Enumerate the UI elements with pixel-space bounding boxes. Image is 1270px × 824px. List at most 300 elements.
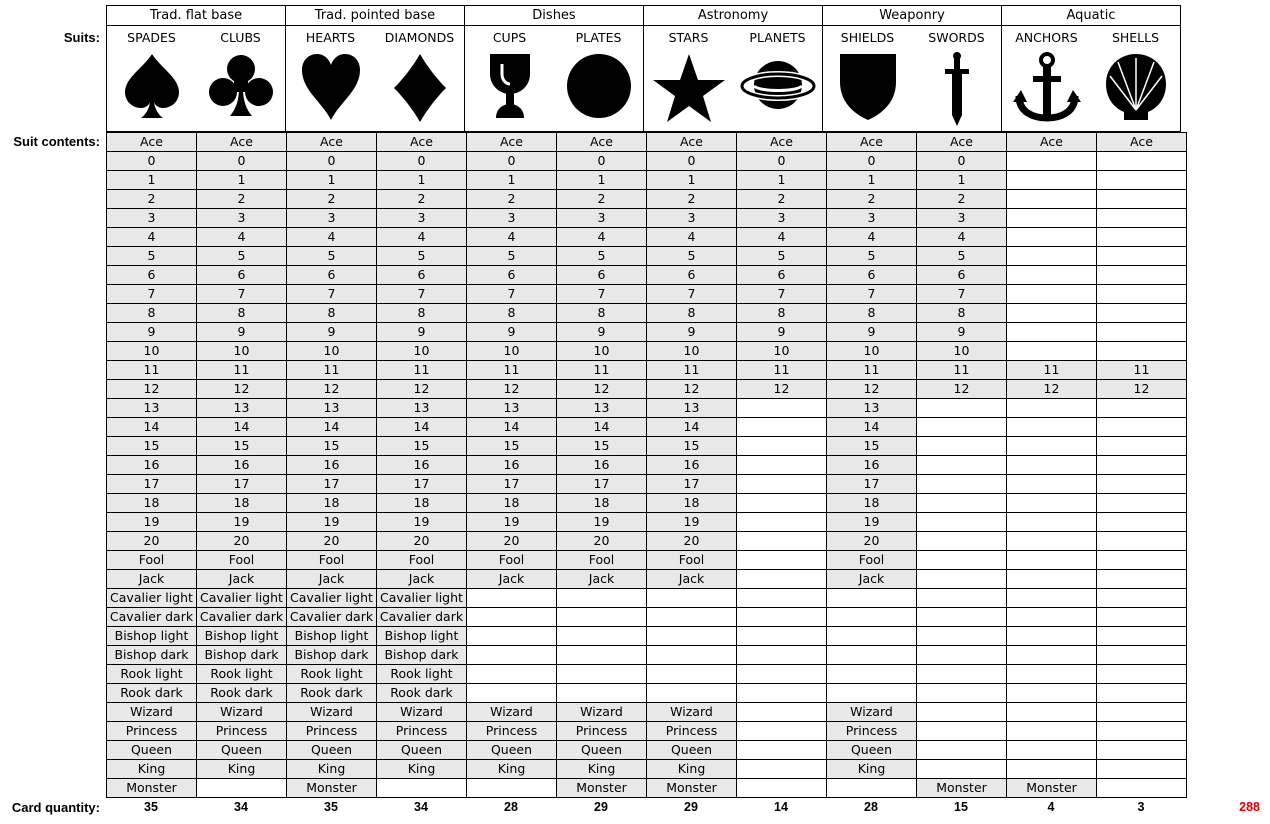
table-cell: [1007, 722, 1097, 741]
table-cell: 0: [737, 152, 827, 171]
table-cell: [1097, 779, 1187, 798]
table-cell: Monster: [557, 779, 647, 798]
table-cell: 20: [287, 532, 377, 551]
table-cell: 8: [197, 304, 287, 323]
table-cell: Ace: [827, 133, 917, 152]
suit-contents-label: Suit contents:: [13, 134, 100, 149]
card-quantity-row: [106, 800, 1186, 814]
table-cell: Fool: [107, 551, 197, 570]
table-cell: 19: [647, 513, 737, 532]
table-cell: Fool: [647, 551, 737, 570]
table-cell: 6: [917, 266, 1007, 285]
suit-cell: [912, 26, 1001, 131]
table-cell: 12: [827, 380, 917, 399]
table-cell: 8: [107, 304, 197, 323]
suit-name: HEARTS: [305, 30, 356, 45]
shield-icon: [838, 46, 898, 126]
table-cell: [827, 684, 917, 703]
diamond-icon: [392, 46, 448, 128]
table-cell: [647, 627, 737, 646]
suit-name: SHIELDS: [840, 30, 895, 45]
table-cell: [1007, 570, 1097, 589]
table-cell: 7: [107, 285, 197, 304]
table-cell: [917, 703, 1007, 722]
table-cell: [917, 760, 1007, 779]
table-cell: 7: [287, 285, 377, 304]
table-cell: 6: [827, 266, 917, 285]
table-cell: Jack: [827, 570, 917, 589]
table-cell: 17: [197, 475, 287, 494]
table-cell: 3: [647, 209, 737, 228]
table-row: [107, 608, 1187, 627]
table-cell: Fool: [557, 551, 647, 570]
table-cell: Bishop dark: [197, 646, 287, 665]
table-cell: 15: [287, 437, 377, 456]
table-cell: Queen: [467, 741, 557, 760]
table-cell: Queen: [107, 741, 197, 760]
table-cell: 4: [107, 228, 197, 247]
table-cell: [737, 551, 827, 570]
table-cell: [917, 608, 1007, 627]
table-cell: 10: [917, 342, 1007, 361]
table-cell: Bishop dark: [377, 646, 467, 665]
table-cell: [917, 494, 1007, 513]
table-cell: 6: [467, 266, 557, 285]
table-cell: 4: [557, 228, 647, 247]
table-cell: 15: [107, 437, 197, 456]
table-cell: 11: [467, 361, 557, 380]
table-cell: [1097, 589, 1187, 608]
table-cell: 14: [197, 418, 287, 437]
table-cell: 11: [377, 361, 467, 380]
table-cell: [737, 760, 827, 779]
table-cell: [1007, 152, 1097, 171]
table-cell: 16: [467, 456, 557, 475]
table-cell: 20: [647, 532, 737, 551]
table-cell: [467, 589, 557, 608]
table-cell: [1007, 703, 1097, 722]
table-cell: 7: [737, 285, 827, 304]
table-cell: [1007, 171, 1097, 190]
table-cell: 20: [557, 532, 647, 551]
table-cell: Rook dark: [107, 684, 197, 703]
suit-quantity: 28: [864, 800, 878, 814]
table-cell: Bishop dark: [107, 646, 197, 665]
suit-quantity: 29: [594, 800, 608, 814]
table-cell: [1007, 209, 1097, 228]
table-cell: 2: [737, 190, 827, 209]
table-cell: [1097, 570, 1187, 589]
table-cell: 17: [827, 475, 917, 494]
table-cell: 12: [647, 380, 737, 399]
table-row: [107, 475, 1187, 494]
table-cell: [1097, 494, 1187, 513]
table-cell: Monster: [1007, 779, 1097, 798]
star-icon: [651, 46, 727, 128]
table-cell: [1007, 627, 1097, 646]
table-cell: Queen: [287, 741, 377, 760]
table-cell: Wizard: [107, 703, 197, 722]
table-cell: Cavalier light: [377, 589, 467, 608]
table-cell: 2: [647, 190, 737, 209]
table-cell: Monster: [287, 779, 377, 798]
suit-group: [106, 26, 286, 132]
table-cell: [467, 608, 557, 627]
table-cell: 19: [467, 513, 557, 532]
suit-name: STARS: [668, 30, 709, 45]
table-cell: [1007, 247, 1097, 266]
table-row: [107, 494, 1187, 513]
table-cell: 13: [467, 399, 557, 418]
table-cell: 3: [467, 209, 557, 228]
table-cell: 1: [107, 171, 197, 190]
table-cell: Cavalier light: [107, 589, 197, 608]
suit-name: SHELLS: [1111, 30, 1160, 45]
table-cell: 13: [287, 399, 377, 418]
table-cell: [917, 399, 1007, 418]
table-cell: King: [107, 760, 197, 779]
table-cell: [1097, 722, 1187, 741]
table-cell: 14: [287, 418, 377, 437]
table-cell: 20: [107, 532, 197, 551]
table-cell: 9: [377, 323, 467, 342]
table-cell: 9: [737, 323, 827, 342]
table-cell: [1097, 342, 1187, 361]
table-cell: 8: [467, 304, 557, 323]
table-cell: [1097, 171, 1187, 190]
table-cell: 10: [647, 342, 737, 361]
table-cell: 20: [467, 532, 557, 551]
table-cell: Cavalier dark: [287, 608, 377, 627]
table-cell: 15: [827, 437, 917, 456]
table-cell: 10: [107, 342, 197, 361]
table-cell: 15: [467, 437, 557, 456]
table-cell: [917, 684, 1007, 703]
table-cell: [1097, 456, 1187, 475]
table-cell: 15: [647, 437, 737, 456]
table-cell: 12: [377, 380, 467, 399]
table-cell: [1007, 190, 1097, 209]
table-cell: 18: [377, 494, 467, 513]
table-cell: [917, 570, 1007, 589]
table-cell: 12: [1097, 380, 1187, 399]
table-cell: [737, 513, 827, 532]
table-cell: [647, 589, 737, 608]
table-cell: [827, 589, 917, 608]
table-cell: Princess: [197, 722, 287, 741]
table-cell: [917, 513, 1007, 532]
table-cell: 6: [377, 266, 467, 285]
table-cell: 9: [197, 323, 287, 342]
table-cell: Jack: [287, 570, 377, 589]
table-row: [107, 551, 1187, 570]
table-cell: [827, 779, 917, 798]
table-cell: 9: [557, 323, 647, 342]
suit-cell: [375, 26, 464, 131]
table-cell: [1097, 152, 1187, 171]
table-cell: [1097, 646, 1187, 665]
table-cell: Princess: [827, 722, 917, 741]
table-cell: 11: [1097, 361, 1187, 380]
table-row: [107, 342, 1187, 361]
table-cell: 11: [827, 361, 917, 380]
table-cell: 17: [467, 475, 557, 494]
table-cell: 3: [107, 209, 197, 228]
table-cell: 10: [467, 342, 557, 361]
table-cell: 2: [197, 190, 287, 209]
table-cell: [1097, 475, 1187, 494]
table-cell: 16: [107, 456, 197, 475]
table-cell: [1097, 285, 1187, 304]
table-cell: King: [287, 760, 377, 779]
table-cell: [737, 703, 827, 722]
table-cell: 4: [827, 228, 917, 247]
table-cell: 0: [287, 152, 377, 171]
table-cell: Ace: [917, 133, 1007, 152]
table-cell: [917, 646, 1007, 665]
table-cell: 20: [827, 532, 917, 551]
table-cell: 5: [377, 247, 467, 266]
table-row: [107, 266, 1187, 285]
table-cell: 6: [107, 266, 197, 285]
group-header: Astronomy: [643, 5, 823, 26]
table-cell: [647, 684, 737, 703]
suit-symbol-row: [106, 26, 1186, 132]
table-cell: Wizard: [827, 703, 917, 722]
table-cell: 9: [917, 323, 1007, 342]
table-cell: 19: [557, 513, 647, 532]
cup-icon: [488, 46, 532, 124]
table-cell: Queen: [377, 741, 467, 760]
table-cell: 11: [197, 361, 287, 380]
table-cell: 0: [827, 152, 917, 171]
suit-cell: [823, 26, 912, 131]
table-cell: [737, 741, 827, 760]
shell-icon: [1104, 46, 1168, 126]
table-cell: 10: [827, 342, 917, 361]
table-row: [107, 247, 1187, 266]
table-cell: [737, 494, 827, 513]
table-cell: 1: [377, 171, 467, 190]
table-cell: 2: [377, 190, 467, 209]
table-row: [107, 703, 1187, 722]
suit-cell: [1091, 26, 1180, 131]
table-cell: Princess: [647, 722, 737, 741]
table-cell: [1007, 608, 1097, 627]
suit-name: CLUBS: [220, 30, 261, 45]
table-cell: 2: [827, 190, 917, 209]
suit-group: [643, 26, 823, 132]
table-cell: 3: [557, 209, 647, 228]
table-cell: 7: [647, 285, 737, 304]
table-cell: 17: [287, 475, 377, 494]
table-cell: [1007, 684, 1097, 703]
club-icon: [206, 46, 276, 124]
table-cell: [1007, 399, 1097, 418]
table-cell: [647, 665, 737, 684]
table-row: [107, 418, 1187, 437]
table-cell: 6: [197, 266, 287, 285]
table-cell: 10: [737, 342, 827, 361]
table-cell: 0: [107, 152, 197, 171]
table-cell: Jack: [467, 570, 557, 589]
table-cell: [737, 722, 827, 741]
table-cell: 13: [197, 399, 287, 418]
table-cell: 0: [647, 152, 737, 171]
table-cell: Ace: [737, 133, 827, 152]
table-cell: Cavalier dark: [377, 608, 467, 627]
table-cell: 20: [377, 532, 467, 551]
table-cell: 10: [377, 342, 467, 361]
table-cell: 14: [827, 418, 917, 437]
table-cell: [1007, 760, 1097, 779]
table-row: [107, 532, 1187, 551]
table-cell: 0: [557, 152, 647, 171]
table-cell: 11: [917, 361, 1007, 380]
table-cell: Princess: [287, 722, 377, 741]
table-cell: [557, 627, 647, 646]
table-cell: Ace: [557, 133, 647, 152]
table-cell: 5: [467, 247, 557, 266]
table-cell: 11: [647, 361, 737, 380]
planet-icon: [738, 46, 818, 122]
suit-quantity: 15: [954, 800, 968, 814]
table-cell: 1: [467, 171, 557, 190]
table-cell: [1097, 627, 1187, 646]
table-cell: [647, 646, 737, 665]
table-cell: [557, 684, 647, 703]
group-header: Weaponry: [822, 5, 1002, 26]
suit-quantity: 34: [234, 800, 248, 814]
table-cell: 2: [557, 190, 647, 209]
suit-quantity: 3: [1137, 800, 1145, 814]
table-row: [107, 380, 1187, 399]
table-row: [107, 760, 1187, 779]
table-cell: 17: [377, 475, 467, 494]
table-cell: 7: [467, 285, 557, 304]
table-cell: King: [647, 760, 737, 779]
table-cell: Ace: [467, 133, 557, 152]
table-cell: 2: [467, 190, 557, 209]
table-cell: [1007, 551, 1097, 570]
table-cell: Monster: [647, 779, 737, 798]
table-cell: 16: [557, 456, 647, 475]
table-row: [107, 190, 1187, 209]
table-cell: 6: [557, 266, 647, 285]
table-cell: [1007, 589, 1097, 608]
table-cell: Bishop light: [287, 627, 377, 646]
table-cell: 15: [377, 437, 467, 456]
table-cell: 14: [467, 418, 557, 437]
table-row: [107, 361, 1187, 380]
table-cell: [557, 646, 647, 665]
table-cell: [737, 684, 827, 703]
table-cell: 12: [467, 380, 557, 399]
suit-quantity: 28: [504, 800, 518, 814]
table-cell: 18: [107, 494, 197, 513]
table-cell: Rook light: [197, 665, 287, 684]
table-cell: 13: [107, 399, 197, 418]
table-cell: [1097, 304, 1187, 323]
table-cell: Rook light: [377, 665, 467, 684]
table-cell: Ace: [107, 133, 197, 152]
suit-cell: [286, 26, 375, 131]
table-cell: Bishop light: [197, 627, 287, 646]
table-cell: Cavalier light: [287, 589, 377, 608]
table-cell: 19: [107, 513, 197, 532]
table-cell: Bishop dark: [287, 646, 377, 665]
table-cell: King: [557, 760, 647, 779]
table-cell: [1007, 304, 1097, 323]
table-cell: 19: [377, 513, 467, 532]
total-quantity: 288: [1239, 800, 1260, 814]
table-cell: [1097, 513, 1187, 532]
table-cell: [1097, 551, 1187, 570]
table-cell: [1097, 418, 1187, 437]
table-cell: [917, 627, 1007, 646]
suit-quantity: 29: [684, 800, 698, 814]
table-cell: 9: [827, 323, 917, 342]
table-cell: 12: [917, 380, 1007, 399]
table-cell: 19: [197, 513, 287, 532]
table-cell: [647, 608, 737, 627]
table-cell: [737, 646, 827, 665]
table-cell: 8: [647, 304, 737, 323]
table-cell: Wizard: [377, 703, 467, 722]
table-cell: 18: [197, 494, 287, 513]
suit-group: [285, 26, 465, 132]
table-cell: 15: [197, 437, 287, 456]
table-row: [107, 513, 1187, 532]
table-cell: [917, 551, 1007, 570]
table-row: [107, 209, 1187, 228]
table-cell: 12: [737, 380, 827, 399]
table-row: [107, 646, 1187, 665]
table-cell: [1097, 209, 1187, 228]
table-cell: 1: [287, 171, 377, 190]
table-cell: 7: [197, 285, 287, 304]
table-cell: 1: [647, 171, 737, 190]
table-row: [107, 399, 1187, 418]
table-cell: 7: [827, 285, 917, 304]
table-cell: 11: [1007, 361, 1097, 380]
table-cell: [1097, 608, 1187, 627]
table-cell: [1007, 532, 1097, 551]
table-cell: [1097, 703, 1187, 722]
table-cell: 1: [197, 171, 287, 190]
table-cell: [1007, 741, 1097, 760]
table-cell: [1097, 532, 1187, 551]
table-cell: Cavalier light: [197, 589, 287, 608]
table-cell: Jack: [557, 570, 647, 589]
table-cell: [737, 779, 827, 798]
table-cell: Bishop light: [377, 627, 467, 646]
table-cell: Wizard: [557, 703, 647, 722]
table-cell: Jack: [107, 570, 197, 589]
suit-name: CUPS: [492, 30, 527, 45]
table-cell: [1097, 228, 1187, 247]
table-cell: [1097, 437, 1187, 456]
table-cell: 10: [557, 342, 647, 361]
table-cell: 2: [917, 190, 1007, 209]
suits-label: Suits:: [63, 30, 100, 45]
group-header: Dishes: [464, 5, 644, 26]
table-cell: 0: [917, 152, 1007, 171]
table-row: [107, 152, 1187, 171]
table-cell: 10: [197, 342, 287, 361]
table-cell: 7: [917, 285, 1007, 304]
table-cell: Fool: [827, 551, 917, 570]
